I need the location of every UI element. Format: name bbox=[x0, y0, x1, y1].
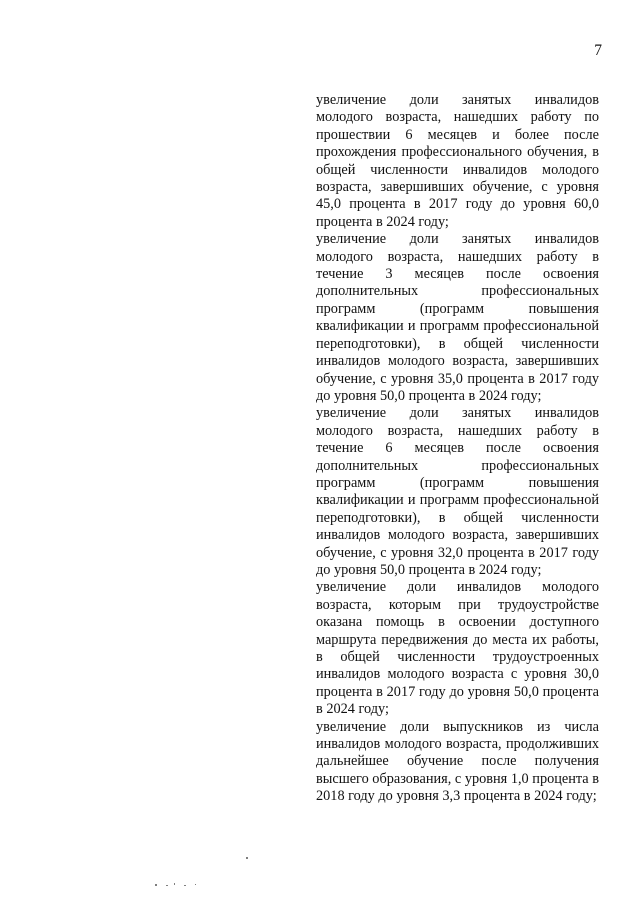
page-number: 7 bbox=[594, 42, 602, 59]
scan-speck bbox=[184, 885, 186, 886]
body-text bbox=[316, 92, 599, 806]
scan-speck bbox=[195, 884, 196, 885]
list-item: увеличение доли выпускников из числа инвалидов молодого возраста, продолживших дальнейшее обучение после получения высшего образования, с уровня 1,0 процента в 2018 году до уровня 3,3 процента в 2024 году; bbox=[316, 718, 599, 805]
scan-speck bbox=[174, 883, 175, 885]
list-item: увеличение доли инвалидов молодого возраста, которым при трудоустройстве оказана помощь в освоении доступного маршрута передвижения до места их работы, в общей численности трудоустроенных инвалидов молодого возраста с уровня 30,0 процента в 2017 году до уровня 50,0 процента в 2024 году; bbox=[316, 579, 599, 718]
list-item: увеличение доли занятых инвалидов молодого возраста, нашедших работу по прошествии 6 месяцев и более после прохождения профессионального обучения, в общей численности инвалидов молодого возраста, завершивших обучение, с уровня 45,0 процента в 2017 году до уровня 60,0 процента в 2024 году; bbox=[316, 92, 599, 230]
scan-speck bbox=[246, 857, 248, 859]
scan-speck bbox=[155, 884, 157, 886]
scan-speck bbox=[166, 885, 168, 886]
list-item: увеличение доли занятых инвалидов молодого возраста, нашедших работу в течение 6 месяцев после освоения дополнительных профессиональных программ (программ повышения квалификации и программ профессиональной переподготовки), в общей численности инвалидов молодого возраста, завершивших обучение, с уровня 32,0 процента в 2017 году до уровня 50,0 процента в 2024 году; bbox=[316, 405, 599, 578]
list-item: увеличение доли занятых инвалидов молодого возраста, нашедших работу в течение 3 месяцев после освоения дополнительных профессиональных программ (программ повышения квалификации и программ профессиональной переподготовки), в общей численности инвалидов молодого возраста, завершивших обучение, с уровня 35,0 процента в 2017 году до уровня 50,0 процента в 2024 году; bbox=[316, 231, 599, 404]
